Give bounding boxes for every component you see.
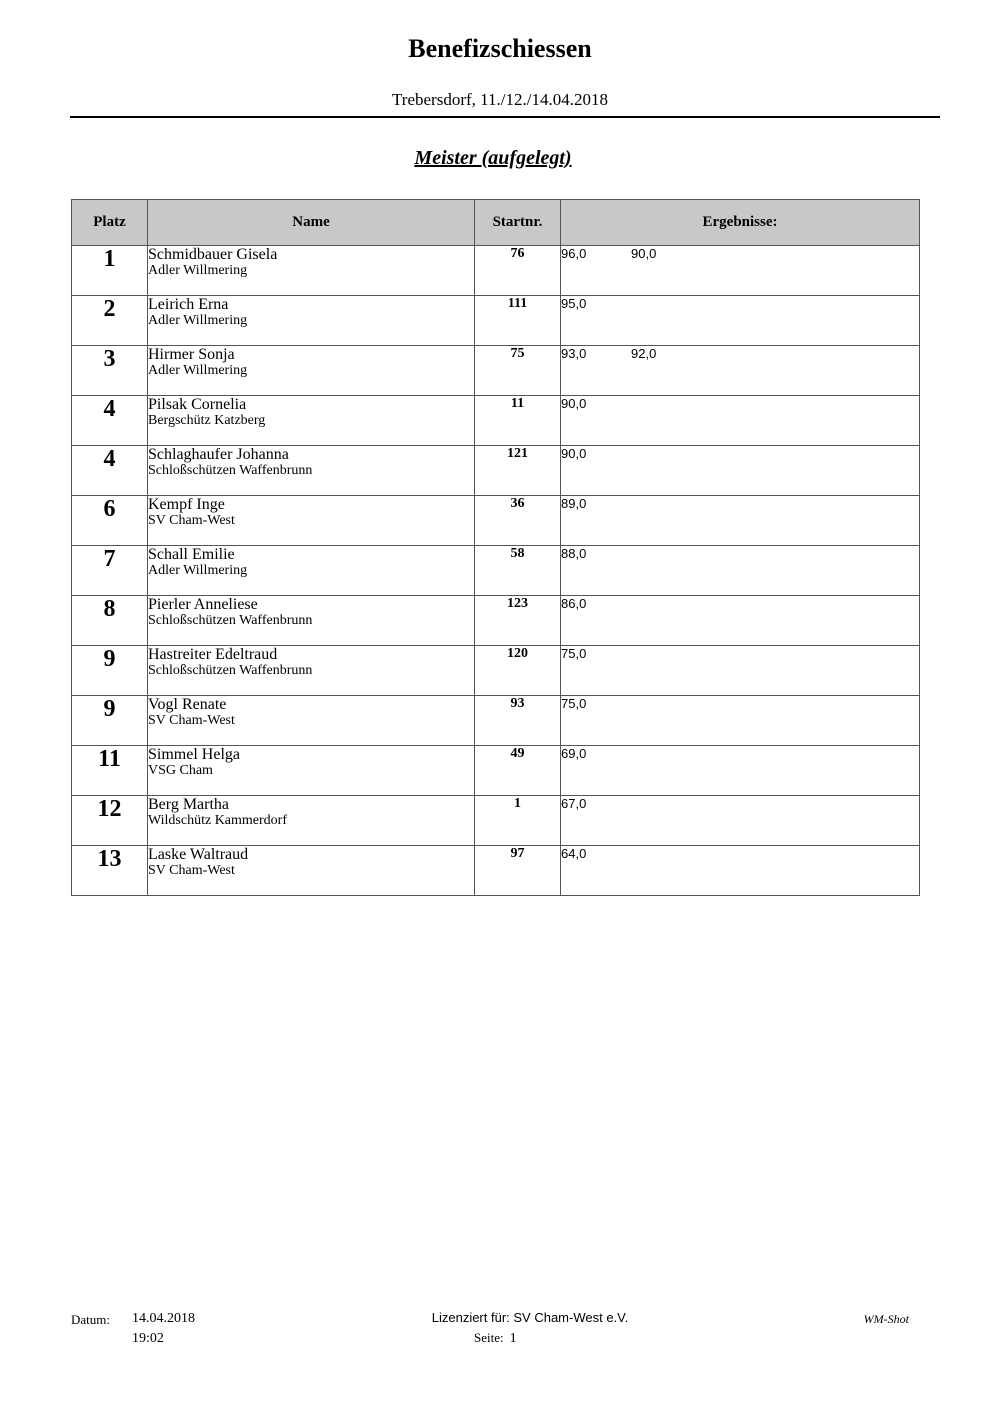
shooter-club: Adler Willmering <box>148 363 248 378</box>
shooter-name: Leirich Erna <box>148 296 229 313</box>
results-cell <box>561 546 920 596</box>
table-row <box>72 496 920 546</box>
table-row <box>72 796 920 846</box>
header-divider <box>70 116 940 118</box>
start-number-cell: 123 <box>475 596 561 646</box>
rank-cell: 8 <box>72 596 148 646</box>
rank-cell: 2 <box>72 296 148 346</box>
name-cell <box>148 546 475 596</box>
results-cell <box>561 246 920 296</box>
results-cell <box>561 846 920 896</box>
score-value: 75,0 <box>561 696 587 711</box>
start-number-cell: 75 <box>475 346 561 396</box>
shooter-club: Schloßschützen Waffenbrunn <box>148 613 313 628</box>
results-cell <box>561 646 920 696</box>
score-value: 69,0 <box>561 746 587 761</box>
shooter-club: Wildschütz Kammerdorf <box>148 813 288 828</box>
table-row <box>72 596 920 646</box>
name-cell <box>148 796 475 846</box>
rank-cell: 4 <box>72 446 148 496</box>
table-row <box>72 746 920 796</box>
shooter-name: Hastreiter Edeltraud <box>148 646 278 663</box>
rank-cell: 9 <box>72 696 148 746</box>
rank-cell: 1 <box>72 246 148 296</box>
start-number-cell: 11 <box>475 396 561 446</box>
start-number-cell: 76 <box>475 246 561 296</box>
results-cell <box>561 696 920 746</box>
table-header-row <box>72 200 920 246</box>
name-cell <box>148 246 475 296</box>
score-value: 90,0 <box>631 246 657 261</box>
shooter-club: Adler Willmering <box>148 313 248 328</box>
shooter-name: Pierler Anneliese <box>148 596 258 613</box>
name-cell <box>148 346 475 396</box>
footer-time: 19:02 <box>132 1331 164 1346</box>
shooter-club: Adler Willmering <box>148 563 248 578</box>
start-number-cell: 1 <box>475 796 561 846</box>
header-startnr: Startnr. <box>475 200 561 246</box>
footer-license: Lizenziert für: SV Cham-West e.V. <box>431 1310 629 1325</box>
table-row <box>72 246 920 296</box>
shooter-club: Bergschütz Katzberg <box>148 413 266 428</box>
shooter-club: VSG Cham <box>148 763 213 778</box>
name-cell <box>148 296 475 346</box>
score-value: 90,0 <box>561 446 587 461</box>
table-row <box>72 346 920 396</box>
shooter-club: Schloßschützen Waffenbrunn <box>148 663 313 678</box>
event-subtitle: Trebersdorf, 11./12./14.04.2018 <box>392 90 608 109</box>
rank-cell: 11 <box>72 746 148 796</box>
shooter-name: Berg Martha <box>148 796 230 813</box>
table-row <box>72 846 920 896</box>
score-value: 95,0 <box>561 296 587 311</box>
footer-page-label: Seite: <box>474 1330 504 1345</box>
start-number-cell: 49 <box>475 746 561 796</box>
start-number-cell: 120 <box>475 646 561 696</box>
score-value: 89,0 <box>561 496 587 511</box>
header-name: Name <box>148 200 475 246</box>
rank-cell: 13 <box>72 846 148 896</box>
shooter-name: Kempf Inge <box>148 496 225 513</box>
shooter-name: Schmidbauer Gisela <box>148 246 278 263</box>
shooter-club: Schloßschützen Waffenbrunn <box>148 463 313 478</box>
shooter-name: Laske Waltraud <box>148 846 249 863</box>
results-cell <box>561 296 920 346</box>
name-cell <box>148 696 475 746</box>
section-title: Meister (aufgelegt) <box>414 147 572 169</box>
footer-page <box>474 1330 517 1347</box>
results-table <box>71 199 920 896</box>
name-cell <box>148 496 475 546</box>
results-cell <box>561 596 920 646</box>
name-cell <box>148 396 475 446</box>
rank-cell: 12 <box>72 796 148 846</box>
table-row <box>72 546 920 596</box>
shooter-name: Vogl Renate <box>148 696 227 713</box>
table-row <box>72 446 920 496</box>
results-cell <box>561 446 920 496</box>
start-number-cell: 93 <box>475 696 561 746</box>
rank-cell: 9 <box>72 646 148 696</box>
results-cell <box>561 796 920 846</box>
score-value: 75,0 <box>561 646 587 661</box>
footer-date-label: Datum: <box>71 1312 110 1327</box>
results-cell <box>561 746 920 796</box>
shooter-club: SV Cham-West <box>148 863 235 878</box>
start-number-cell: 97 <box>475 846 561 896</box>
results-cell <box>561 346 920 396</box>
score-value: 86,0 <box>561 596 587 611</box>
name-cell <box>148 596 475 646</box>
table-row <box>72 396 920 446</box>
table-row <box>72 646 920 696</box>
start-number-cell: 36 <box>475 496 561 546</box>
footer-brand: WM-Shot <box>863 1312 909 1326</box>
name-cell <box>148 646 475 696</box>
shooter-club: Adler Willmering <box>148 263 248 278</box>
footer-date: 14.04.2018 <box>132 1311 195 1326</box>
score-value: 92,0 <box>631 346 657 361</box>
score-value: 64,0 <box>561 846 587 861</box>
header-ergebnisse: Ergebnisse: <box>561 200 920 246</box>
shooter-name: Simmel Helga <box>148 746 240 763</box>
shooter-club: SV Cham-West <box>148 713 235 728</box>
rank-cell: 6 <box>72 496 148 546</box>
shooter-name: Hirmer Sonja <box>148 346 235 363</box>
rank-cell: 3 <box>72 346 148 396</box>
start-number-cell: 121 <box>475 446 561 496</box>
score-value: 96,0 <box>561 246 587 261</box>
rank-cell: 7 <box>72 546 148 596</box>
name-cell <box>148 746 475 796</box>
rank-cell: 4 <box>72 396 148 446</box>
start-number-cell: 58 <box>475 546 561 596</box>
results-cell <box>561 396 920 446</box>
score-value: 90,0 <box>561 396 587 411</box>
shooter-name: Pilsak Cornelia <box>148 396 247 413</box>
table-row <box>72 296 920 346</box>
results-cell <box>561 496 920 546</box>
header-platz: Platz <box>72 200 148 246</box>
score-value: 88,0 <box>561 546 587 561</box>
footer-page-number: 1 <box>509 1331 517 1346</box>
shooter-name: Schlaghaufer Johanna <box>148 446 289 463</box>
score-value: 67,0 <box>561 796 587 811</box>
start-number-cell: 111 <box>475 296 561 346</box>
score-value: 93,0 <box>561 346 587 361</box>
table-row <box>72 696 920 746</box>
results-body <box>72 246 920 896</box>
shooter-name: Schall Emilie <box>148 546 235 563</box>
name-cell <box>148 846 475 896</box>
name-cell <box>148 446 475 496</box>
shooter-club: SV Cham-West <box>148 513 235 528</box>
page-title: Benefizschiessen <box>408 34 592 63</box>
